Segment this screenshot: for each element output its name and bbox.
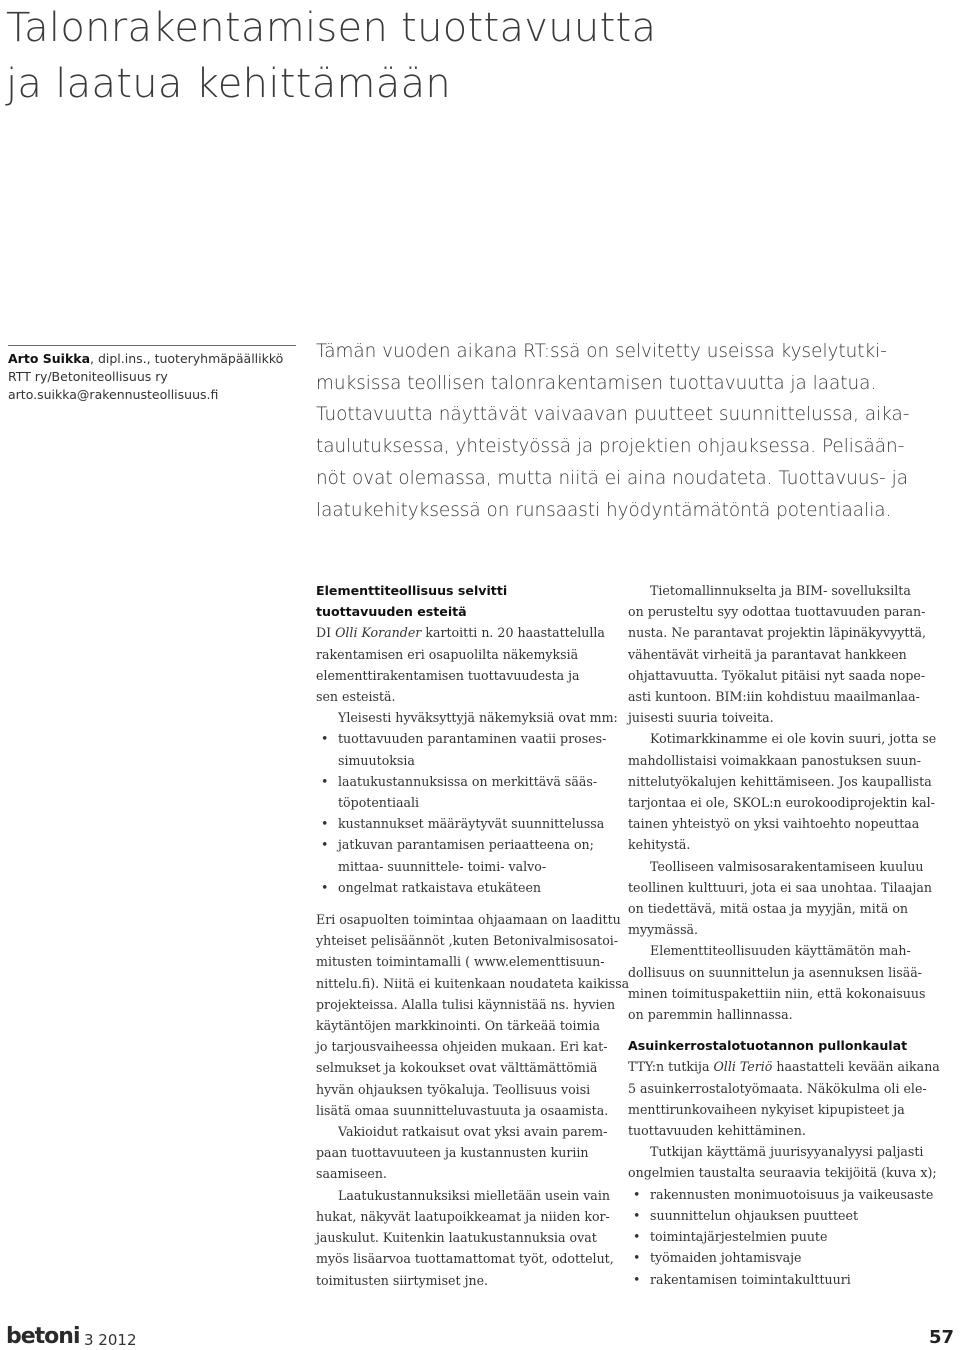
text-fragment: DI <box>316 625 336 641</box>
bullet-item: • suunnittelun ohjauksen puutteet <box>628 1205 922 1226</box>
paragraph-line: nittelu.fi). Niitä ei kuitenkaan noudateta kaikissa <box>316 975 630 991</box>
bullet-item: • laatukustannuksissa on merkittävä sääs- <box>316 771 606 792</box>
paragraph-line: selmukset ja kokoukset ovat välttämättömiä <box>316 1060 598 1076</box>
paragraph-line: toimitusten siirtymiset jne. <box>316 1272 489 1288</box>
paragraph-line: juisesti suuria toiveita. <box>628 710 774 726</box>
author-info <box>8 345 296 404</box>
paragraph-line: Yleisesti hyväksyttyjä näkemyksiä ovat mm: <box>338 710 618 726</box>
paragraph-line: jo tarjousvaiheessa ohjeiden mukaan. Eri kat- <box>316 1039 608 1055</box>
paragraph-line: minen toimituspakettiin niin, että kokonaisuus <box>628 985 926 1001</box>
paragraph-line: Tutkijan käyttämä juurisyyanalyysi paljasti <box>650 1144 924 1160</box>
paragraph-line: jauskulut. Kuitenkin laatukustannuksia ovat <box>316 1230 597 1246</box>
paragraph-line: ohjattavuutta. Työkalut pitäisi nyt saada nope- <box>628 667 926 683</box>
bullet-item: • työmaiden johtamisvaje <box>628 1247 922 1268</box>
magazine-logo: betoni <box>6 1324 80 1349</box>
paragraph-line: yhteiset pelisäännöt ,kuten Betonivalmisosatoi- <box>316 933 619 949</box>
paragraph-line: teollinen kulttuuri, jota ei saa unohtaa. Tilaajan <box>628 879 933 895</box>
title-line-1: Talonrakentamisen tuottavuutta <box>6 5 657 51</box>
text-fragment: haastatteli kevään aikana <box>772 1059 940 1075</box>
paragraph-line: on perusteltu syy odottaa tuottavuuden paran- <box>628 604 926 620</box>
bullet-continuation: töpotentiaali <box>338 795 420 811</box>
paragraph-line: nittelutyökalujen kehittämiseen. Jos kaupallista <box>628 773 932 789</box>
section-heading: tuottavuuden esteitä <box>316 604 467 620</box>
issue-number: 3 2012 <box>84 1331 137 1349</box>
lead-paragraph <box>316 336 956 526</box>
paragraph-line <box>628 1056 940 1077</box>
paragraph-line: mahdollistaisi voimakkaan panostuksen suun- <box>628 752 922 768</box>
bullet-item: • rakennusten monimuotoisuus ja vaikeusaste <box>628 1184 922 1205</box>
paragraph-line: myymässä. <box>628 922 699 938</box>
bullet-item: • toimintajärjestelmien puute <box>628 1226 922 1247</box>
paragraph-line: Elementtiteollisuuden käyttämätön mah- <box>650 943 911 959</box>
page-footer <box>0 1322 960 1350</box>
paragraph-line: dollisuus on suunnittelun ja asennuksen lisää- <box>628 964 922 980</box>
paragraph-line: hukat, näkyvät laatupoikkeamat ja niiden kor- <box>316 1208 610 1224</box>
paragraph-line: ongelmien taustalta seuraavia tekijöitä (kuva x); <box>628 1165 937 1181</box>
lead-line: taulutuksessa, yhteistyössä ja projektien ohjauksessa. Pelisään- <box>316 436 905 458</box>
text-fragment: TTY:n tutkija <box>628 1059 714 1075</box>
paragraph-line: on tiedettävä, mitä ostaa ja myyjän, mitä on <box>628 901 909 917</box>
author-email: arto.suikka@rakennusteollisuus.fi <box>8 387 219 402</box>
person-name: Olli Korander <box>335 625 422 641</box>
paragraph-line: menttirunkovaiheen nykyiset kipupisteet ja <box>628 1101 905 1117</box>
article-title <box>6 0 656 112</box>
paragraph-line: Vakioidut ratkaisut ovat yksi avain parem- <box>338 1124 608 1140</box>
body-column-left <box>316 580 630 1291</box>
paragraph-line: paan tuottavuuteen ja kustannusten kuriin <box>316 1145 589 1161</box>
author-organization: RTT ry/Betoniteollisuus ry <box>8 369 168 384</box>
title-line-2: ja laatua kehittämään <box>6 61 452 107</box>
bullet-item: • rakentamisen toimintakulttuuri <box>628 1269 922 1290</box>
paragraph-line <box>316 622 606 643</box>
bullet-continuation: mittaa- suunnittele- toimi- valvo- <box>338 858 547 874</box>
paragraph-line: elementtirakentamisen tuottavuudesta ja <box>316 667 580 683</box>
bullet-item: • kustannukset määräytyvät suunnittelussa <box>316 813 606 834</box>
lead-line: nöt ovat olemassa, mutta niitä ei aina noudateta. Tuottavuus- ja <box>316 467 909 489</box>
paragraph-line: tarjontaa ei ole, SKOL:n eurokoodiprojektin kal- <box>628 795 935 811</box>
paragraph-line: Kotimarkkinamme ei ole kovin suuri, jotta se <box>650 731 937 747</box>
body-column-right <box>628 580 940 1290</box>
bullet-item: • tuottavuuden parantaminen vaatii proses- <box>316 728 606 749</box>
paragraph-line: asti kuntoon. BIM:iin kohdistuu maailmanlaa- <box>628 689 920 705</box>
author-line <box>8 350 296 368</box>
paragraph-line: Teolliseen valmisosarakentamiseen kuuluu <box>650 858 924 874</box>
lead-line: muksissa teollisen talonrakentamisen tuottavuutta ja laatua. <box>316 372 877 394</box>
paragraph-line: saamiseen. <box>316 1166 387 1182</box>
section-heading: Asuinkerrostalotuotannon pullonkaulat <box>628 1038 908 1054</box>
lead-line: Tämän vuoden aikana RT:ssä on selvitetty useissa kyselytutki- <box>316 341 887 362</box>
paragraph-line: tainen yhteistyö on yksi vaihtoehto nopeuttaa <box>628 816 920 832</box>
paragraph-line: on paremmin hallinnassa. <box>628 1007 793 1023</box>
paragraph-line: hyvän ohjauksen työkaluja. Teollisuus voisi <box>316 1081 591 1097</box>
spacer <box>316 898 606 909</box>
page-number: 57 <box>928 1327 954 1348</box>
paragraph-line: Tietomallinnukselta ja BIM- sovelluksilta <box>650 583 911 598</box>
paragraph-line: Eri osapuolten toimintaa ohjaamaan on laadittu <box>316 912 621 928</box>
paragraph-line: 5 asuinkerrostalotyömaata. Näkökulma oli ele- <box>628 1080 927 1096</box>
bullet-item: • jatkuvan parantamisen periaatteena on; <box>316 834 606 855</box>
paragraph-line: Laatukustannuksiksi mielletään usein vain <box>338 1187 610 1203</box>
paragraph-line: projekteissa. Alalla tulisi käynnistää ns. hyvien <box>316 996 616 1012</box>
paragraph-line: kehitystä. <box>628 837 691 853</box>
paragraph-line: lisätä omaa suunnitteluvastuuta ja osaamista. <box>316 1102 609 1118</box>
section-heading: Elementtiteollisuus selvitti <box>316 583 508 598</box>
author-name: Arto Suikka <box>8 351 91 366</box>
spacer <box>628 1025 922 1035</box>
text-fragment: kartoitti n. 20 haastattelulla <box>421 625 605 641</box>
lead-line: laatukehityksessä on runsaasti hyödyntämätöntä potentiaalia. <box>316 499 892 521</box>
paragraph-line: käytäntöjen markkinointi. On tärkeää toimia <box>316 1018 601 1034</box>
paragraph-line: vähentävät virheitä ja parantavat hankkeen <box>628 646 907 662</box>
lead-line: Tuottavuutta näyttävät vaivaavan puutteet suunnittelussa, aika- <box>316 404 910 426</box>
paragraph-line: rakentamisen eri osapuolilta näkemyksiä <box>316 646 579 662</box>
paragraph-line: myös lisäarvoa tuottamattomat työt, odottelut, <box>316 1251 614 1267</box>
person-name: Olli Teriö <box>713 1059 773 1075</box>
paragraph-line: sen esteistä. <box>316 689 396 705</box>
author-role: , dipl.ins., tuoteryhmäpäällikkö <box>90 351 284 366</box>
paragraph-line: nusta. Ne parantavat projektin läpinäkyvyyttä, <box>628 625 927 641</box>
bullet-continuation: simuutoksia <box>338 752 415 768</box>
bullet-item: • ongelmat ratkaistava etukäteen <box>316 877 606 898</box>
paragraph-line: tuottavuuden kehittäminen. <box>628 1123 806 1139</box>
paragraph-line: mitusten toimintamalli ( www.elementtisuun- <box>316 954 605 970</box>
